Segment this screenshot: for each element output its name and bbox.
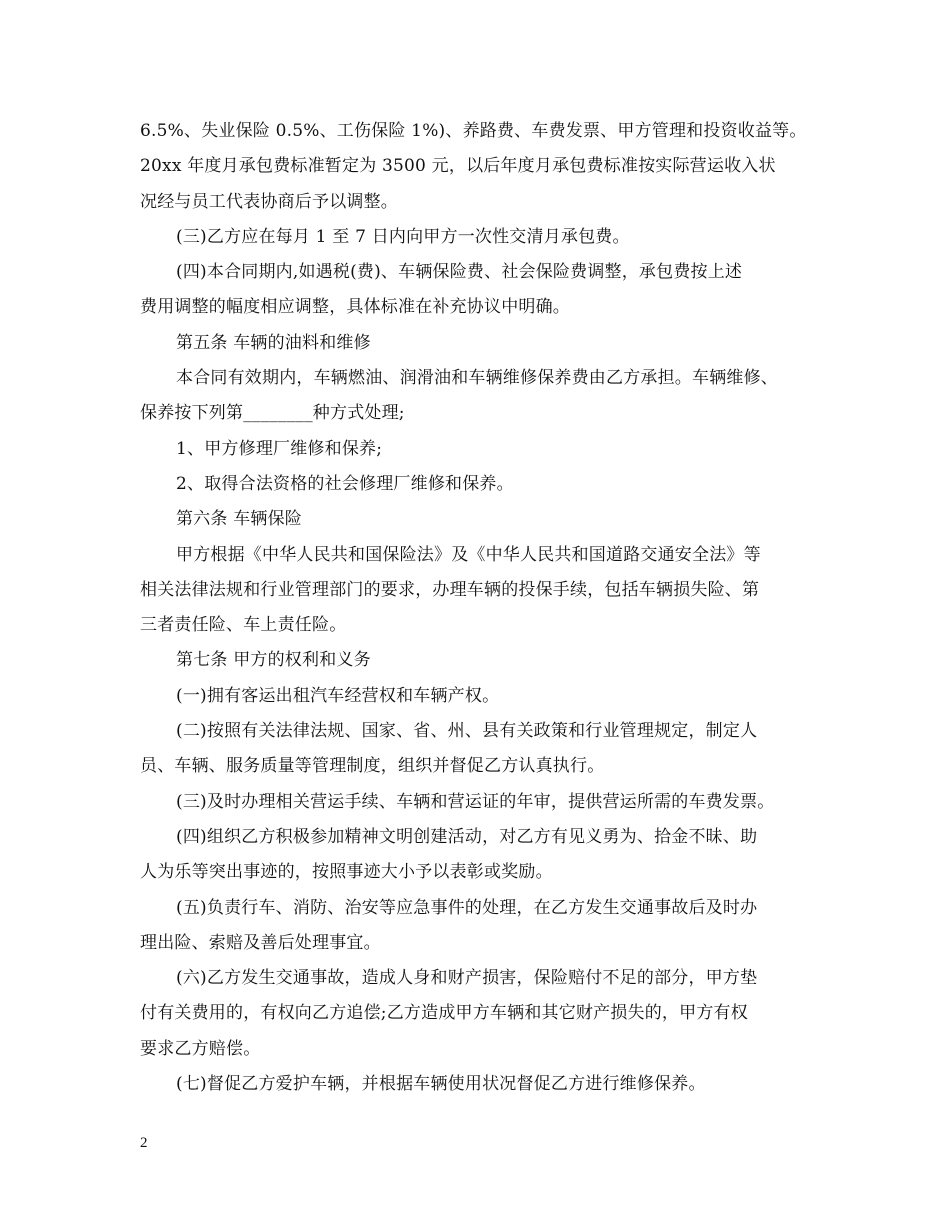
text-line: 相关法律法规和行业管理部门的要求，办理车辆的投保手续，包括车辆损失险、第 <box>140 579 760 600</box>
text-line: 6.5%、失业保险 0.5%、工伤保险 1%)、养路费、车费发票、甲方管理和投资收益等。 <box>140 121 807 141</box>
text-line: 人为乐等突出事迹的，按照事迹大小予以表彰或奖励。 <box>140 862 553 883</box>
text-line: 理出险、索赔及善后处理事宜。 <box>140 932 381 953</box>
text-line: 本合同有效期内，车辆燃油、润滑油和车辆维修保养费由乙方承担。车辆维修、 <box>176 368 778 389</box>
text-line: 费用调整的幅度相应调整，具体标准在补充协议中明确。 <box>140 297 570 318</box>
text-line: 保养按下列第________种方式处理; <box>140 403 405 424</box>
section-heading: 第七条 甲方的权利和义务 <box>176 650 371 671</box>
text-line: 三者责任险、车上责任险。 <box>140 615 347 636</box>
text-line: (六)乙方发生交通事故，造成人身和财产损害，保险赔付不足的部分，甲方垫 <box>176 968 758 989</box>
document-body <box>140 114 830 1102</box>
section-heading: 第六条 车辆保险 <box>176 509 303 530</box>
text-line: 要求乙方赔偿。 <box>140 1038 261 1059</box>
text-line: 付有关费用的，有权向乙方追偿;乙方造成甲方车辆和其它财产损失的，甲方有权 <box>140 1003 748 1024</box>
text-line: (一)拥有客运出租汽车经营权和车辆产权。 <box>176 685 500 706</box>
text-line: (五)负责行车、消防、治安等应急事件的处理，在乙方发生交通事故后及时办 <box>176 897 758 918</box>
text-line: 员、车辆、服务质量等管理制度，组织并督促乙方认真执行。 <box>140 756 605 777</box>
section-heading: 第五条 车辆的油料和维修 <box>176 332 371 353</box>
list-item: 2、取得合法资格的社会修理厂维修和保养。 <box>176 473 514 494</box>
text-line: (四)本合同期内,如遇税(费)、车辆保险费、社会保险费调整，承包费按上述 <box>176 262 743 283</box>
text-line: (七)督促乙方爱护车辆，并根据车辆使用状况督促乙方进行维修保养。 <box>176 1074 706 1095</box>
text-line: 甲方根据《中华人民共和国保险法》及《中华人民共和国道路交通安全法》等 <box>176 544 761 565</box>
text-line: 20xx 年度月承包费标准暂定为 3500 元，以后年度月承包费标准按实际营运收入状 <box>140 156 776 177</box>
text-line: (三)及时办理相关营运手续、车辆和营运证的年审，提供营运所需的车费发票。 <box>176 791 775 812</box>
text-line: (二)按照有关法律法规、国家、省、州、县有关政策和行业管理规定，制定人 <box>176 721 758 742</box>
text-line: 况经与员工代表协商后予以调整。 <box>140 191 398 212</box>
page-number: 2 <box>140 1135 148 1151</box>
text-line: (三)乙方应在每月 1 至 7 日内向甲方一次性交清月承包费。 <box>176 226 630 247</box>
list-item: 1、甲方修理厂维修和保养; <box>176 438 383 459</box>
text-line: (四)组织乙方积极参加精神文明创建活动，对乙方有见义勇为、拾金不昧、助 <box>176 826 758 847</box>
